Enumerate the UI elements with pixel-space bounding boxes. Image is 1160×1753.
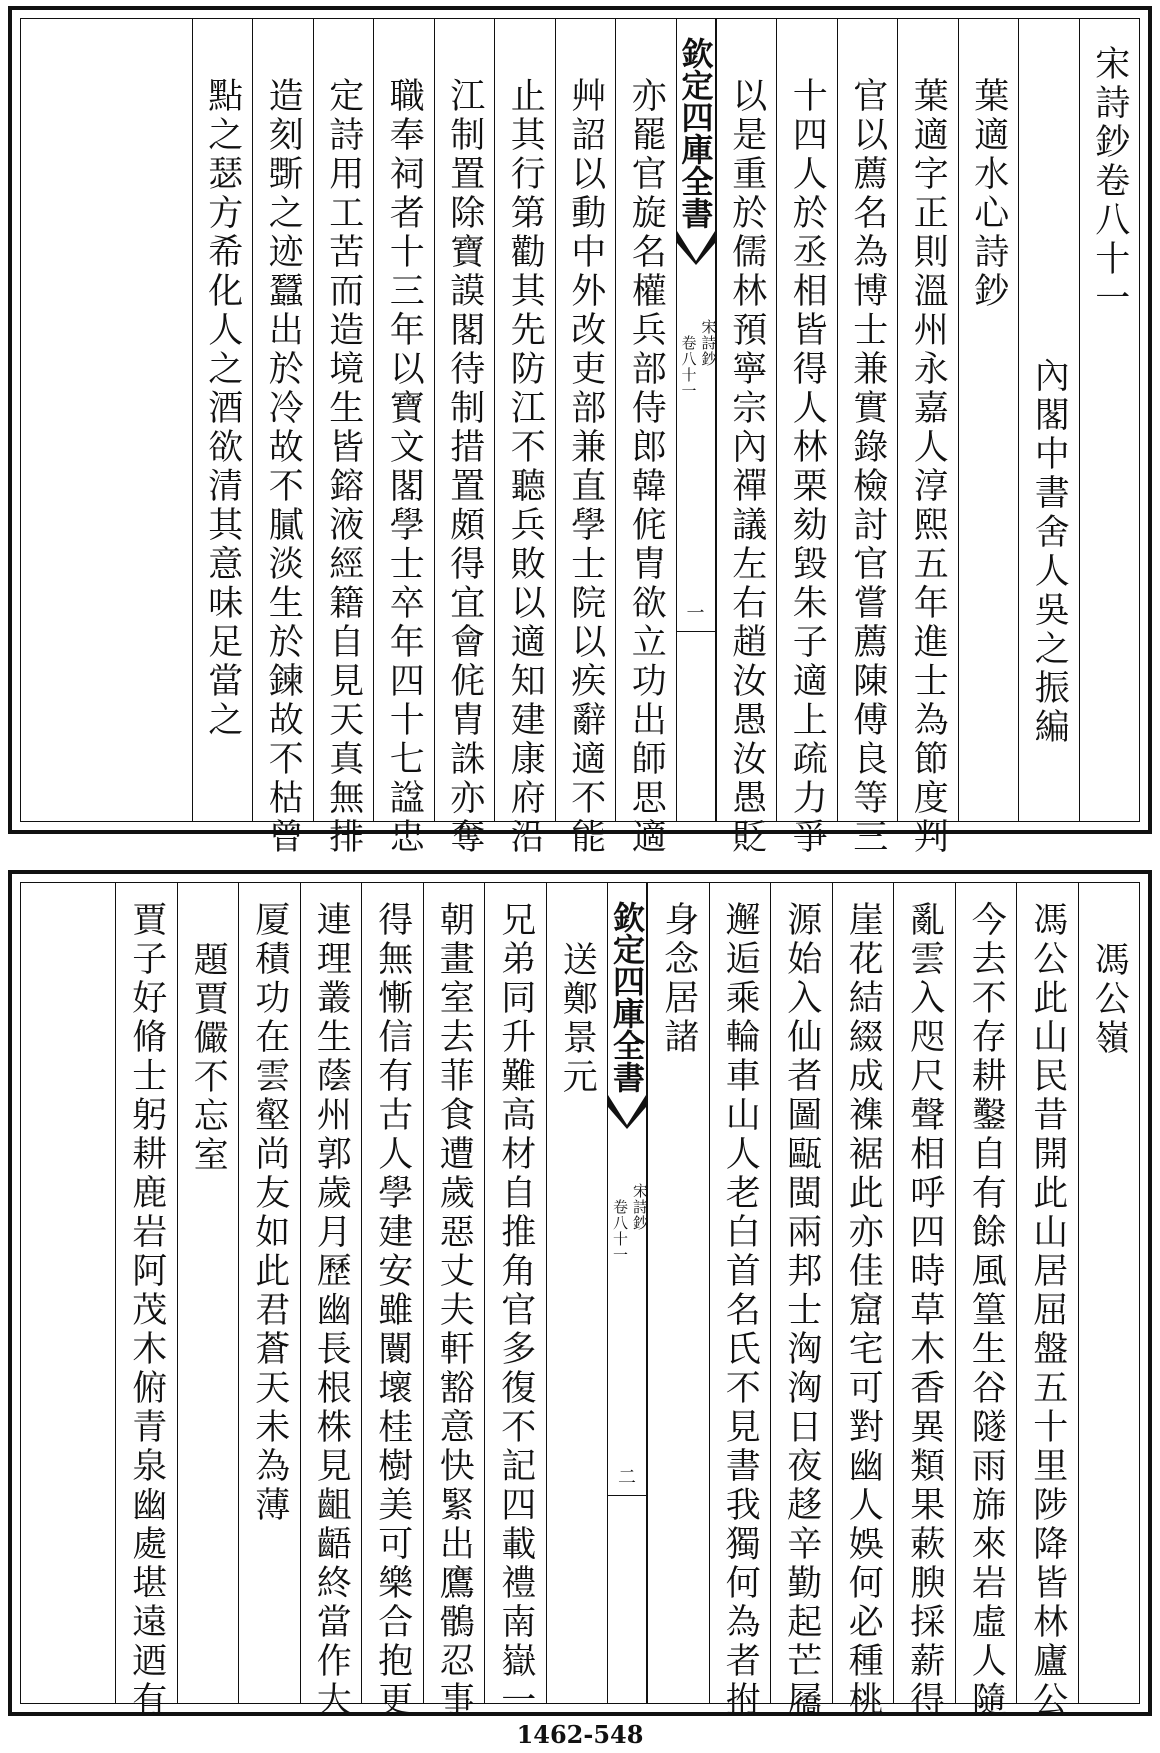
column-text-c12: 點之瑟方希化人之酒欲清其意味足當之 bbox=[202, 77, 243, 740]
text-column-section bbox=[958, 19, 1019, 821]
column-text-p12: 厦積功在雲壑尚友如此君蒼天未為薄 bbox=[249, 901, 290, 1525]
text-column-c2 bbox=[837, 19, 898, 857]
column-text-c8: 江制置除寶謨閣待制措置頗得宜會侂胄誅亦奪 bbox=[444, 77, 485, 857]
center-gutter bbox=[676, 19, 716, 821]
column-text-c7: 止其行第勸其先防江不聽兵敗以適知建康府沿 bbox=[505, 77, 546, 857]
gutter-book-title: 宋詩鈔 bbox=[631, 1183, 649, 1231]
text-column-p4 bbox=[832, 883, 894, 1720]
page-number-footer: 1462-548 bbox=[516, 1720, 644, 1749]
column-text-p8: 兄弟同升難高材自推角官多復不記四載禮南嶽一 bbox=[495, 901, 536, 1720]
text-column-c5 bbox=[615, 19, 676, 857]
column-text-author: 內閣中書舍人吳之振編 bbox=[1029, 357, 1070, 747]
page-bottom bbox=[8, 870, 1152, 1720]
page-top-frame bbox=[20, 18, 1140, 857]
column-text-c9: 職奉祠者十三年以寶文閣學士卒年四十七諡忠 bbox=[384, 77, 425, 857]
gutter-page-number: 一 bbox=[686, 603, 705, 624]
text-column-title bbox=[1079, 19, 1140, 821]
gutter-divider bbox=[608, 1495, 646, 1496]
fish-tail-ornament-icon bbox=[608, 1095, 646, 1129]
gutter-title: 欽定四庫全書 bbox=[676, 37, 715, 229]
column-text-c3: 十四人於丞相皆得人林栗劾毀朱子適上疏力爭 bbox=[787, 77, 828, 857]
text-column-p12 bbox=[238, 883, 300, 1703]
text-column-c9 bbox=[373, 19, 434, 857]
text-column-c4 bbox=[716, 19, 777, 857]
column-text-title: 宋詩鈔卷八十一 bbox=[1089, 45, 1130, 318]
column-text-p1: 馮公此山民昔開此山居屈盤五十里陟降皆林廬公 bbox=[1027, 901, 1068, 1720]
text-column-p2 bbox=[955, 883, 1017, 1720]
column-text-c4: 以是重於儒林預寧宗內禪議左右趙汝愚汝愚貶 bbox=[726, 77, 767, 857]
text-column-poem-title-2 bbox=[546, 883, 608, 1703]
gutter-book-title: 宋詩鈔 bbox=[699, 319, 718, 367]
column-text-p11: 連理叢生蔭州郭歲月歷幽長根株見齟齬終當作大 bbox=[311, 901, 352, 1720]
column-text-p9: 朝畫室去菲食遭歲惡丈夫軒豁意快緊出鷹鶻忍事 bbox=[434, 901, 475, 1720]
text-column-poem-title-1 bbox=[1078, 883, 1140, 1703]
column-text-c10: 定詩用工苦而造境生皆鎔液經籍自見天真無排 bbox=[323, 77, 364, 857]
text-column-c3 bbox=[776, 19, 837, 857]
column-text-p7: 身念居諸 bbox=[658, 901, 699, 1057]
column-text-p13: 賈子好脩士躬耕鹿岩阿茂木俯青泉幽處堪遠迺有 bbox=[126, 901, 167, 1720]
text-column-c12 bbox=[192, 19, 253, 821]
text-column-p8 bbox=[484, 883, 546, 1720]
text-column-poem-title-3 bbox=[177, 883, 239, 1703]
column-text-c6: 艸詔以動中外改吏部兼直學士院以疾辭適不能 bbox=[565, 77, 606, 857]
column-text-poem-title-2: 送鄭景元 bbox=[557, 941, 598, 1097]
text-column-c7 bbox=[494, 19, 555, 857]
column-text-c1: 葉適字正則溫州永嘉人淳熙五年進士為節度判 bbox=[908, 77, 949, 857]
text-column-p7 bbox=[647, 883, 709, 1703]
column-text-c2: 官以薦名為博士兼實錄檢討官嘗薦陳傅良等三 bbox=[847, 77, 888, 857]
text-column-p6 bbox=[709, 883, 771, 1720]
column-text-c11: 造刻斲之迹蠶出於冷故不膩淡生於鍊故不枯曾 bbox=[263, 77, 304, 857]
gutter-volume: 卷八十一 bbox=[611, 1199, 629, 1263]
gutter-divider bbox=[677, 631, 715, 632]
fish-tail-ornament-icon bbox=[677, 231, 715, 265]
text-column-c1 bbox=[897, 19, 958, 857]
text-column-c11 bbox=[252, 19, 313, 857]
gutter-volume: 卷八十一 bbox=[679, 335, 698, 399]
text-column-p10 bbox=[361, 883, 423, 1720]
gutter-page-number: 二 bbox=[618, 1467, 636, 1488]
column-text-p10: 得無慚信有古人學建安雖闤壞桂樹美可樂合抱更 bbox=[372, 901, 413, 1720]
column-text-poem-title-3: 題賈儼不忘室 bbox=[188, 941, 229, 1175]
column-text-poem-title-1: 馮公嶺 bbox=[1089, 941, 1130, 1058]
column-text-p5: 源始入仙者圖甌閩兩邦士洶洶日夜趍辛勤起芒屩 bbox=[781, 901, 822, 1720]
text-column-author bbox=[1018, 19, 1079, 821]
text-column-p13 bbox=[115, 883, 177, 1720]
column-text-section: 葉適水心詩鈔 bbox=[968, 77, 1009, 311]
column-text-p3: 亂雲入咫尺聲相呼四時草木香異類果蔌腴採薪得 bbox=[904, 901, 945, 1720]
text-column-p3 bbox=[893, 883, 955, 1720]
text-column-p5 bbox=[770, 883, 832, 1720]
column-text-p6: 邂逅乘輪車山人老白首名氏不見書我獨何為者拊 bbox=[720, 901, 761, 1720]
text-column-p9 bbox=[423, 883, 485, 1720]
gutter-title: 欽定四庫全書 bbox=[608, 901, 646, 1093]
column-text-p4: 崖花結綴成襍裾此亦佳窟宅可對幽人娛何必種桃 bbox=[843, 901, 884, 1720]
text-column-c6 bbox=[555, 19, 616, 857]
text-column-p1 bbox=[1016, 883, 1078, 1720]
page-bottom-frame bbox=[20, 882, 1140, 1720]
text-column-c8 bbox=[434, 19, 495, 857]
center-gutter bbox=[607, 883, 647, 1703]
column-text-c5: 亦罷官旋名權兵部侍郎韓侂胄欲立功出師思適 bbox=[626, 77, 667, 857]
text-column-p11 bbox=[300, 883, 362, 1720]
page-top bbox=[8, 6, 1152, 857]
text-column-c10 bbox=[313, 19, 374, 857]
column-text-p2: 今去不存耕鑿自有餘風篁生谷隧雨旆來岩虛人隨 bbox=[966, 901, 1007, 1720]
